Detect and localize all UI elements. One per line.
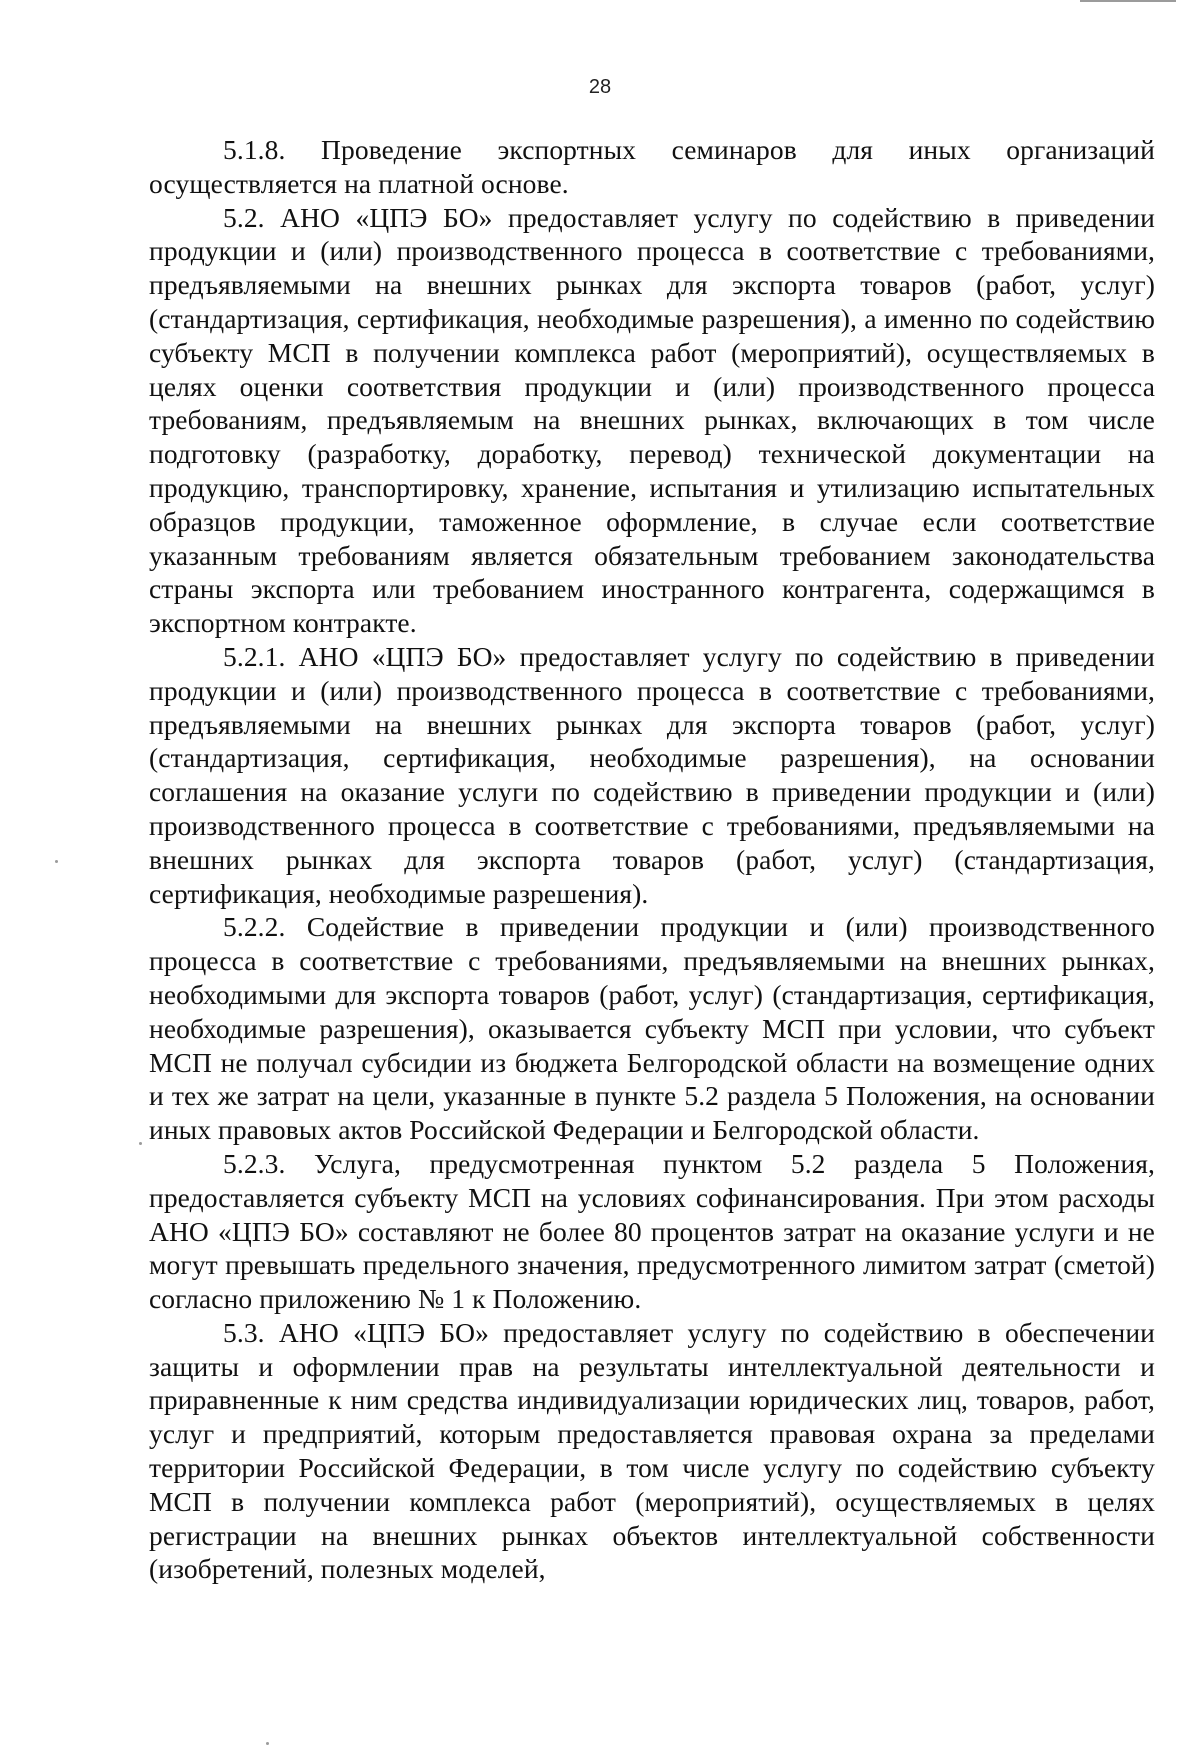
paragraph-5-2-2: 5.2.2. Содействие в приведении продукции и (или) производственного процесса в соответствие с требованиями, предъявляемыми на внешних рынках, необходимыми для экспорта товаров (работ, услуг) (стандартизация, сертификация, необходимые разрешения), оказывается субъекту МСП при условии, что субъект МСП не получал субсидии из бюджета Белгородской области на возмещение одних и тех же затрат на цели, указанные в пункте 5.2 раздела 5 Положения, на основании иных правовых актов Российской Федерации и Белгородской области.	[149, 911, 1155, 1146]
scan-dust-dot	[266, 1742, 269, 1745]
scan-edge-mark	[1080, 0, 1176, 2]
paragraph-5-1-8: 5.1.8. Проведение экспортных семинаров для иных организаций осуществляется на платной основе.	[149, 134, 1155, 199]
document-body	[149, 133, 1155, 1586]
paragraph-5-2: 5.2. АНО «ЦПЭ БО» предоставляет услугу по содействию в приведении продукции и (или) производственного процесса в соответствие с требованиями, предъявляемыми на внешних рынках для экспорта товаров (работ, услуг) (стандартизация, сертификация, необходимые разрешения), а именно по содействию субъекту МСП в получении комплекса работ (мероприятий), осуществляемых в целях оценки соответствия продукции и (или) производственного процесса требованиям, предъявляемым на внешних рынках, включающих в том числе подготовку (разработку, доработку, перевод) технической документации на продукцию, транспортировку, хранение, испытания и утилизацию испытательных образцов продукции, таможенное оформление, в случае если соответствие указанным требованиям является обязательным требованием законодательства страны экспорта или требованием иностранного контрагента, содержащимся в экспортном контракте.	[149, 201, 1155, 639]
scan-dust-dot	[55, 860, 58, 863]
scan-dust-dot	[139, 1142, 142, 1145]
paragraph-5-3: 5.3. АНО «ЦПЭ БО» предоставляет услугу по содействию в обеспечении защиты и оформлении прав на результаты интеллектуальной деятельности и приравненные к ним средства индивидуализации юридических лиц, товаров, работ, услуг и предприятий, которым предоставляется правовая охрана за пределами территории Российской Федерации, в том числе услугу по содействию субъекту МСП в получении комплекса работ (мероприятий), осуществляемых в целях регистрации на внешних рынках объектов интеллектуальной собственности (изобретений, полезных моделей,	[149, 1316, 1155, 1585]
paragraph-5-2-3: 5.2.3. Услуга, предусмотренная пунктом 5.2 раздела 5 Положения, предоставляется субъекту МСП на условиях софинансирования. При этом расходы АНО «ЦПЭ БО» составляют не более 80 процентов затрат на оказание услуги и не могут превышать предельного значения, предусмотренного лимитом затрат (сметой) согласно приложению № 1 к Положению.	[149, 1147, 1155, 1315]
page-number: 28	[588, 76, 612, 98]
paragraph-5-2-1: 5.2.1. АНО «ЦПЭ БО» предоставляет услугу по содействию в приведении продукции и (или) производственного процесса в соответствие с требованиями, предъявляемыми на внешних рынках для экспорта товаров (работ, услуг) (стандартизация, сертификация, необходимые разрешения), на основании соглашения на оказание услуги по содействию в приведении продукции и (или) производственного процесса в соответствие с требованиями, предъявляемыми на внешних рынках для экспорта товаров (работ, услуг) (стандартизация, сертификация, необходимые разрешения).	[149, 640, 1155, 909]
